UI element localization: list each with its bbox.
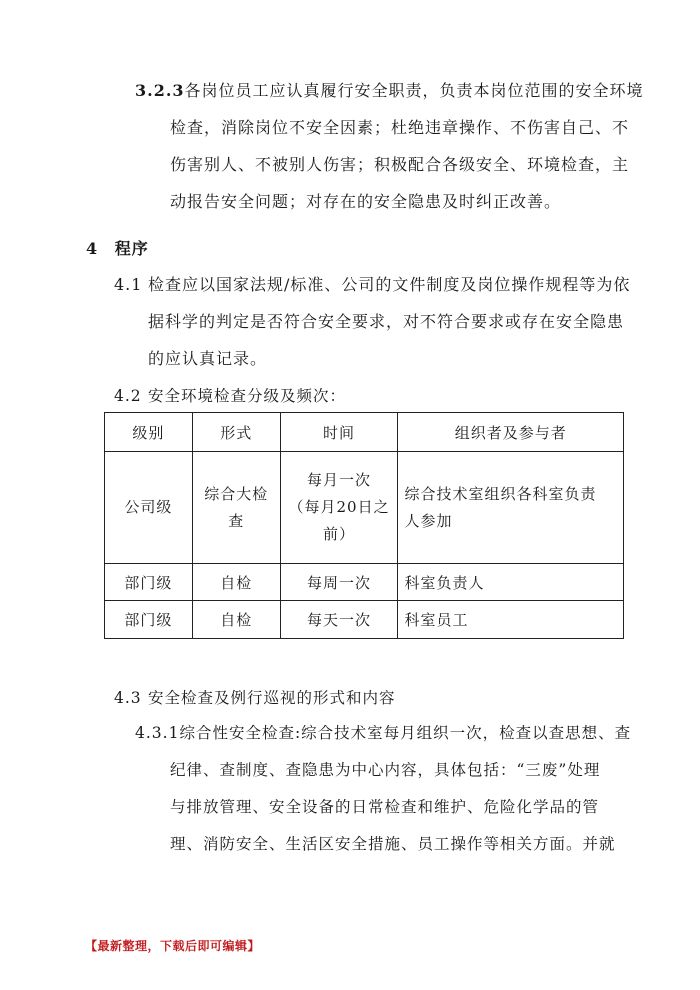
paragraph-line: 3.2.3各岗位员工应认真履行安全职责，负责本岗位范围的安全环境 bbox=[135, 81, 644, 100]
paragraph-line: 理、消防安全、生活区安全措施、员工操作等相关方面。并就 bbox=[170, 835, 616, 853]
section-4-1 bbox=[114, 266, 654, 303]
organizer-cell: 科室员工 bbox=[398, 601, 624, 639]
section-title: 程序 bbox=[114, 239, 149, 258]
paragraph-line: 纪律、查制度、查隐患为中心内容，具体包括：“三废”处理 bbox=[170, 761, 601, 779]
level-cell: 公司级 bbox=[105, 452, 193, 564]
table-row bbox=[105, 564, 624, 601]
form-cell: 自检 bbox=[192, 601, 280, 639]
section-number: 3.2.3 bbox=[135, 81, 185, 100]
section-4-2-heading bbox=[114, 384, 346, 406]
section-number: 4.1 bbox=[114, 275, 143, 294]
organizer-cell: 科室负责人 bbox=[398, 564, 624, 601]
table-row bbox=[105, 452, 624, 564]
paragraph-line: 4.1 检查应以国家法规/标准、公司的文件制度及岗位操作规程等为依 bbox=[114, 266, 654, 303]
level-cell: 部门级 bbox=[105, 601, 193, 639]
section-number: 4.2 bbox=[114, 387, 142, 405]
section-number: 4 bbox=[86, 239, 99, 258]
paragraph-line: 的应认真记录。 bbox=[148, 349, 268, 368]
section-number: 4.3.1 bbox=[135, 724, 180, 742]
section-number: 4.3 bbox=[114, 689, 142, 707]
form-cell: 自检 bbox=[192, 564, 280, 601]
paragraph-line: 4.3.1综合性安全检查:综合技术室每月组织一次，检查以查思想、查 bbox=[135, 724, 632, 742]
section-4-3-1-body bbox=[170, 752, 665, 863]
level-cell: 部门级 bbox=[105, 564, 193, 601]
time-cell: 每周一次 bbox=[280, 564, 398, 601]
column-header: 组织者及参与者 bbox=[398, 413, 624, 452]
table-header-row bbox=[105, 413, 624, 452]
column-header: 形式 bbox=[192, 413, 280, 452]
time-cell: 每月一次 （每月20日之 前） bbox=[280, 452, 398, 564]
paragraph-line: 检查，消除岗位不安全因素；杜绝违章操作、不伤害自己、不 bbox=[170, 118, 630, 137]
footer-note: 【最新整理，下载后即可编辑】 bbox=[85, 939, 261, 953]
section-4-1-body bbox=[148, 303, 658, 377]
paragraph-line: 伤害别人、不被别人伤害；积极配合各级安全、环境检查，主 bbox=[170, 155, 630, 174]
section-4-3-heading bbox=[114, 686, 396, 708]
table-row bbox=[105, 601, 624, 639]
paragraph-line: 据科学的判定是否符合安全要求，对不符合要求或存在安全隐患 bbox=[148, 312, 625, 331]
inspection-table bbox=[104, 412, 624, 639]
section-4-heading bbox=[86, 236, 149, 259]
paragraph-line: 与排放管理、安全设备的日常检查和维护、危险化学品的管 bbox=[170, 798, 600, 816]
section-3-2-3-body bbox=[170, 109, 660, 220]
paragraph-line: 动报告安全问题；对存在的安全隐患及时纠正改善。 bbox=[170, 192, 562, 211]
column-header: 级别 bbox=[105, 413, 193, 452]
organizer-cell: 综合技术室组织各科室负责 人参加 bbox=[398, 452, 624, 564]
section-4-3-1 bbox=[135, 715, 665, 752]
section-title: 安全检查及例行巡视的形式和内容 bbox=[148, 689, 396, 707]
form-cell: 综合大检 查 bbox=[192, 452, 280, 564]
section-3-2-3 bbox=[135, 72, 655, 109]
time-cell: 每天一次 bbox=[280, 601, 398, 639]
section-title: 安全环境检查分级及频次： bbox=[148, 387, 347, 405]
column-header: 时间 bbox=[280, 413, 398, 452]
